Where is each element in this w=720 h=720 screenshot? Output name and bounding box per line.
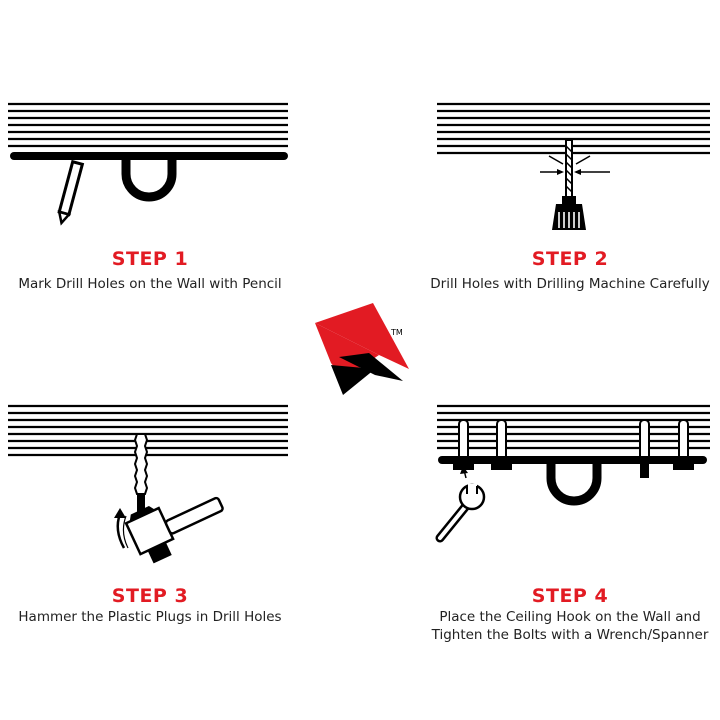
brand-logo-icon xyxy=(305,295,435,405)
step-1-description: Mark Drill Holes on the Wall with Pencil xyxy=(18,276,282,292)
ceiling-lines xyxy=(437,406,710,448)
step-3-title: STEP 3 xyxy=(111,585,189,607)
step-4-description xyxy=(410,608,720,644)
step-3-description: Hammer the Plastic Plugs in Drill Holes xyxy=(18,609,282,625)
trademark-symbol: TM xyxy=(391,328,403,337)
wrench-icon xyxy=(440,466,484,538)
ceiling-hook-icon xyxy=(551,462,597,501)
brand-logo xyxy=(305,295,435,409)
step-4-description-line-2: Tighten the Bolts with a Wrench/Spanner xyxy=(431,627,709,643)
step-1-title: STEP 1 xyxy=(111,248,189,270)
step-2-description: Drill Holes with Drilling Machine Carefully xyxy=(430,276,710,292)
step-2-title: STEP 2 xyxy=(531,248,609,270)
step-4-title: STEP 4 xyxy=(531,585,609,607)
step-4-description-line-1: Place the Ceiling Hook on the Wall and xyxy=(439,609,701,625)
